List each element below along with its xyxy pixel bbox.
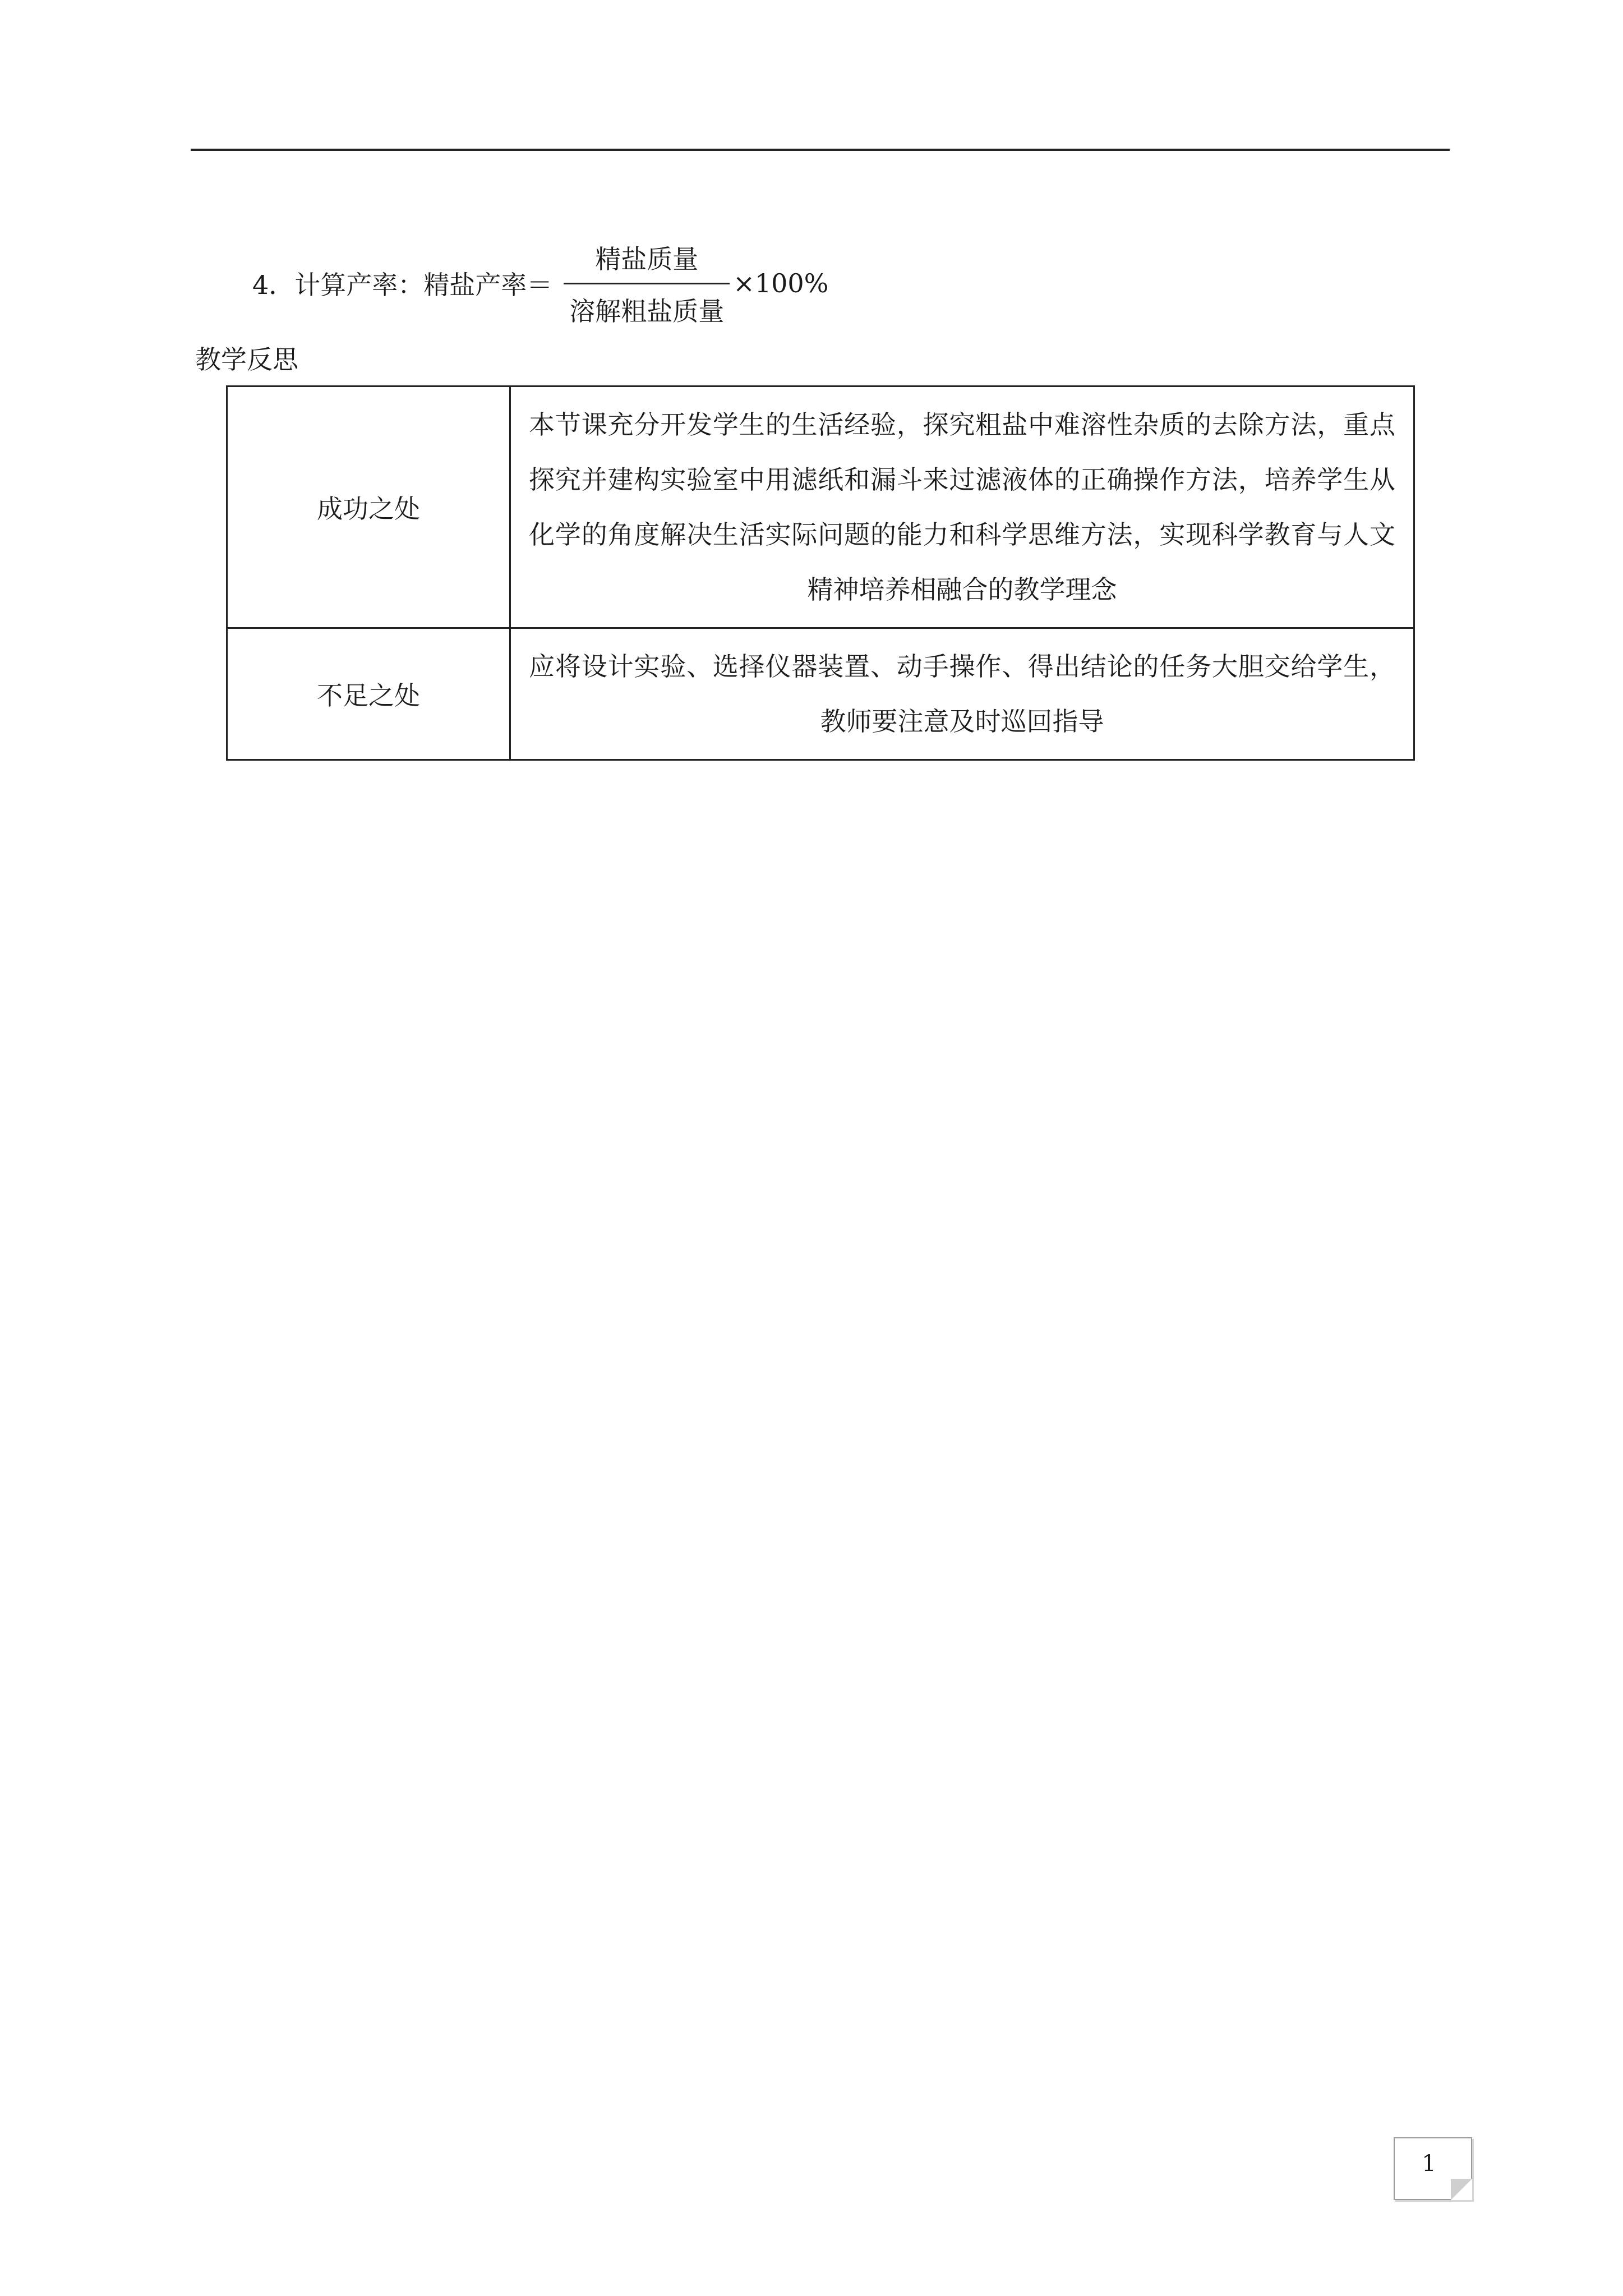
- table-row: [227, 628, 1414, 760]
- header-rule: [191, 149, 1450, 151]
- section-title: 教学反思: [195, 344, 298, 375]
- row-content-success: 本节课充分开发学生的生活经验，探究粗盐中难溶性杂质的去除方法，重点探究并建构实验室中用滤纸和漏斗来过滤液体的正确操作方法，培养学生从化学的角度解决生活实际问题的能力和科学思维方法，实现科学教育与人文精神培养相融合的教学理念: [510, 386, 1414, 628]
- formula-suffix: ×100%: [733, 268, 829, 298]
- row-content-shortcoming: 应将设计实验、选择仪器装置、动手操作、得出结论的任务大胆交给学生，教师要注意及时巡回指导: [510, 628, 1414, 760]
- formula-numerator: 精盐质量: [564, 239, 730, 284]
- row-label-success: 成功之处: [227, 386, 510, 628]
- yield-formula: [252, 236, 828, 331]
- formula-label: 4．计算产率：精盐产率＝: [252, 270, 553, 300]
- row-label-shortcoming: 不足之处: [227, 628, 510, 760]
- formula-denominator: 溶解粗盐质量: [569, 296, 725, 326]
- page-number-badge: [1394, 2137, 1472, 2200]
- formula-fraction: [564, 239, 730, 328]
- page-number: 1: [1422, 2151, 1436, 2177]
- page-curl-icon: [1451, 2179, 1472, 2200]
- reflection-table: [226, 385, 1415, 761]
- table-row: [227, 386, 1414, 628]
